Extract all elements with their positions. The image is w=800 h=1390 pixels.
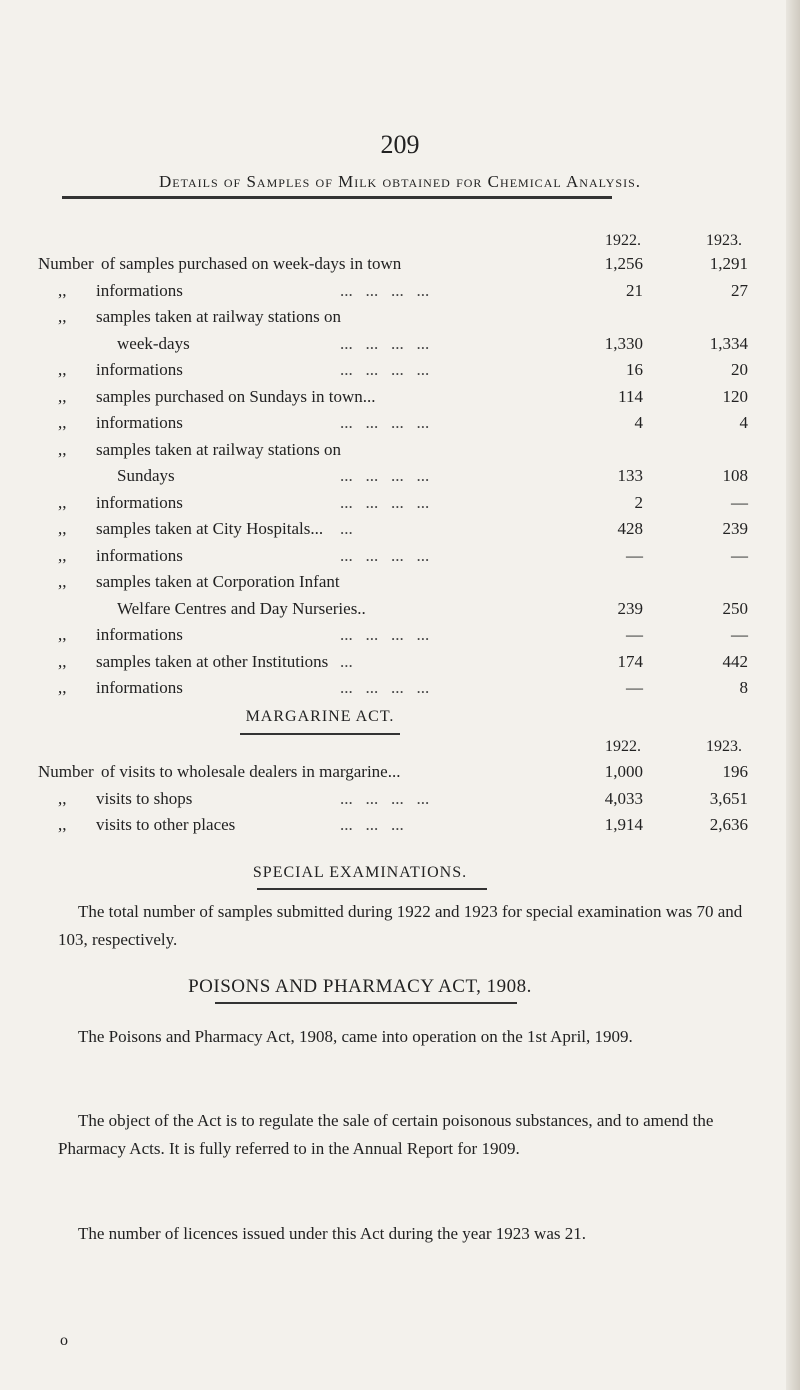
leader-dots: ... ... ... ...: [340, 545, 430, 565]
poisons-underline: [215, 1002, 517, 1004]
leader-dots: ... ... ... ...: [340, 413, 430, 432]
poisons-paragraph-3: The number of licences issued under this Act during the year 1923 was 21.: [78, 1224, 586, 1243]
margarine-row: [0, 789, 800, 817]
milk-row: [0, 440, 800, 468]
leader-dots: ... ... ... ...: [340, 333, 430, 353]
value-1922: 1,256: [604, 254, 643, 273]
row-lead: ,,: [58, 678, 67, 697]
value-1922: 4,033: [604, 788, 643, 808]
row-lead: ,,: [58, 413, 67, 432]
value-1923: 239: [722, 519, 748, 538]
row-lead: ,,: [58, 307, 67, 326]
value-1923: —: [731, 625, 748, 644]
value-1923: 250: [722, 598, 748, 618]
milk-row: [0, 546, 800, 574]
margarine-row: [0, 762, 800, 790]
leader-dots: ...: [340, 519, 353, 538]
value-1922: 4: [634, 413, 643, 432]
row-label: week-days: [117, 333, 190, 353]
milk-row: [0, 572, 800, 600]
leader-dots: ... ... ... ...: [340, 788, 430, 808]
leader-dots: ... ... ... ...: [340, 466, 430, 485]
leader-dots: ... ... ... ...: [340, 678, 430, 697]
milk-section-title: Details of Samples of Milk obtained for Chemical Analysis.: [159, 172, 641, 191]
margarine-year-1923: 1923.: [706, 738, 742, 755]
value-1923: 1,291: [709, 254, 748, 273]
row-label: visits to shops: [96, 788, 193, 808]
value-1923: 8: [739, 678, 748, 697]
signature-mark: o: [60, 1332, 68, 1349]
row-lead: ,,: [58, 386, 67, 406]
row-lead: ,,: [58, 439, 67, 459]
special-paragraph: The total number of samples submitted during 1922 and 1923 for special examination was 70 and 103, respectively.: [58, 902, 743, 949]
milk-row: [0, 466, 800, 494]
row-label: informations: [96, 413, 183, 432]
value-1922: 1,000: [604, 762, 643, 781]
row-label: samples taken at Corporation Infant: [96, 572, 340, 591]
row-lead: ,,: [58, 492, 67, 512]
margarine-year-1922: 1922.: [605, 738, 641, 755]
row-lead: ,,: [58, 625, 67, 644]
leader-dots: ... ... ... ...: [340, 360, 430, 379]
row-lead: ,,: [58, 815, 67, 834]
value-1923: —: [731, 492, 748, 512]
milk-row: [0, 360, 800, 388]
row-label: Sundays: [117, 466, 175, 485]
leader-dots: ... ... ... ...: [340, 280, 430, 300]
value-1922: 1,914: [604, 815, 643, 834]
row-label: samples purchased on Sundays in town...: [96, 386, 376, 406]
row-lead: ,,: [58, 788, 67, 808]
margarine-underline: [240, 733, 400, 735]
leader-dots: ... ... ... ...: [340, 625, 430, 644]
value-1923: 20: [731, 360, 748, 379]
row-label: samples taken at other Institutions: [96, 651, 329, 671]
value-1923: 4: [739, 413, 748, 432]
page-number: 209: [380, 130, 420, 159]
value-1923: 1,334: [709, 333, 748, 353]
leader-dots: ...: [340, 651, 353, 671]
row-lead: ,,: [58, 280, 67, 300]
milk-row: [0, 599, 800, 627]
title-underline: [62, 196, 612, 199]
year-header-1922: 1922.: [605, 232, 641, 249]
milk-row: [0, 254, 800, 282]
leader-dots: ... ... ... ...: [340, 492, 430, 512]
value-1922: —: [626, 678, 643, 697]
row-label: samples taken at railway stations on: [96, 307, 342, 326]
value-1923: 442: [722, 651, 748, 671]
value-1922: 428: [617, 519, 643, 538]
poisons-paragraph-2: The object of the Act is to regulate the sale of certain poisonous substances, and to amend the Pharmacy Acts. It is fully referred to in the Annual Report for 1909.: [58, 1111, 714, 1158]
value-1923: 27: [731, 280, 748, 300]
row-label: samples taken at City Hospitals...: [96, 519, 324, 538]
milk-row: [0, 413, 800, 441]
milk-row: [0, 625, 800, 653]
row-label: informations: [96, 492, 183, 512]
milk-row: [0, 678, 800, 706]
row-label: informations: [96, 678, 183, 697]
row-label: informations: [96, 280, 183, 300]
year-header-1923: 1923.: [706, 232, 742, 249]
row-lead: ,,: [58, 545, 67, 565]
value-1923: 2,636: [709, 815, 748, 834]
special-title: SPECIAL EXAMINATIONS.: [252, 864, 468, 881]
milk-row: [0, 387, 800, 415]
value-1923: 108: [722, 466, 748, 485]
row-label: visits to other places: [96, 815, 236, 834]
value-1922: —: [626, 625, 643, 644]
row-lead: ,,: [58, 572, 67, 591]
special-underline: [257, 888, 487, 890]
milk-row: [0, 519, 800, 547]
row-label: informations: [96, 625, 183, 644]
value-1922: 114: [618, 386, 643, 406]
value-1922: 21: [626, 280, 643, 300]
poisons-title: POISONS AND PHARMACY ACT, 1908.: [188, 976, 532, 997]
milk-row: [0, 307, 800, 335]
leader-dots: ... ... ...: [340, 815, 404, 834]
milk-row: [0, 281, 800, 309]
row-label: Welfare Centres and Day Nurseries..: [117, 598, 366, 618]
value-1922: 174: [617, 651, 643, 671]
value-1922: 2: [634, 492, 643, 512]
value-1922: 133: [617, 466, 643, 485]
value-1922: 239: [617, 598, 643, 618]
margarine-row: [0, 815, 800, 843]
milk-row: [0, 493, 800, 521]
row-label: informations: [96, 545, 183, 565]
row-lead: Number: [38, 762, 94, 781]
value-1922: —: [626, 545, 643, 565]
value-1922: 16: [626, 360, 643, 379]
milk-row: [0, 334, 800, 362]
row-label: of visits to wholesale dealers in margarine...: [101, 762, 401, 781]
value-1923: 196: [722, 762, 748, 781]
row-lead: Number: [38, 254, 94, 273]
margarine-title: MARGARINE ACT.: [245, 708, 395, 725]
value-1922: 1,330: [604, 333, 643, 353]
value-1923: 120: [722, 386, 748, 406]
row-lead: ,,: [58, 360, 67, 379]
milk-row: [0, 652, 800, 680]
row-lead: ,,: [58, 651, 67, 671]
poisons-paragraph-1: The Poisons and Pharmacy Act, 1908, came into operation on the 1st April, 1909.: [78, 1027, 633, 1046]
value-1923: —: [731, 545, 748, 565]
row-label: samples taken at railway stations on: [96, 439, 342, 459]
row-label: informations: [96, 360, 183, 379]
row-lead: ,,: [58, 519, 67, 538]
row-label: of samples purchased on week-days in town: [101, 254, 402, 273]
value-1923: 3,651: [709, 788, 748, 808]
